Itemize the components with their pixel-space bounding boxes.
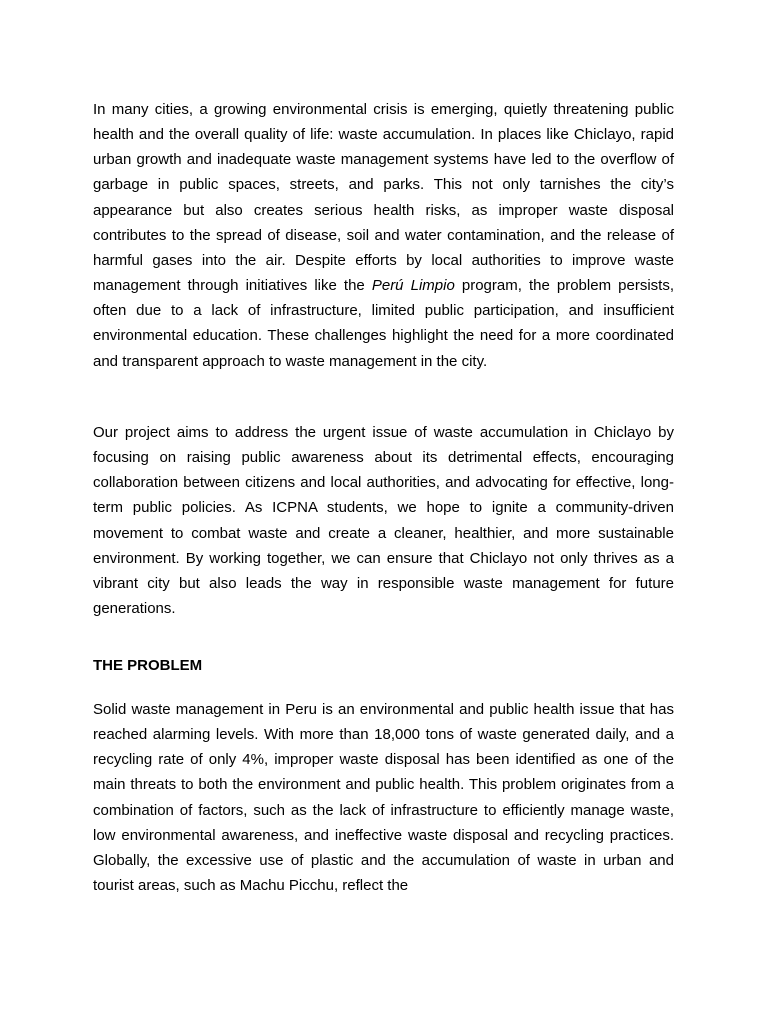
section-heading-problem: THE PROBLEM — [93, 657, 203, 674]
intro-text-end: program, the problem persists, often due to a lack of infrastructure, limited public participation, and insufficient environmental education. These challenges highlight the need for a more coordinated and transparent approach to waste management in the city. — [93, 277, 674, 370]
intro-paragraph — [93, 97, 674, 374]
intro-text-start: In many cities, a growing environmental crisis is emerging, quietly threatening public health and the overall quality of life: waste accumulation. In places like Chiclayo, rapid urban growth and inadequate waste management systems have led to the overflow of garbage in public spaces, streets, and parks. This not only tarnishes the city’s appearance but also creates serious health risks, as improper waste disposal contributes to the spread of disease, soil and water contamination, and the release of harmful gases into the air. Despite efforts by local authorities to improve waste management through initiatives like the — [93, 101, 674, 295]
problem-paragraph: Solid waste management in Peru is an environmental and public health issue that has reached alarming levels. With more than 18,000 tons of waste generated daily, and a recycling rate of only 4%, improper waste disposal has been identified as one of the main threats to both the environment and public health. This problem originates from a combination of factors, such as the lack of infrastructure to efficiently manage waste, low environmental awareness, and ineffective waste disposal and recycling practices. Globally, the excessive use of plastic and the accumulation of waste in urban and tourist areas, such as Machu Picchu, reflect the — [93, 701, 674, 895]
program-name: Perú Limpio — [371, 277, 455, 295]
project-aim-paragraph: Our project aims to address the urgent issue of waste accumulation in Chiclayo by focusing on raising public awareness about its detrimental effects, encouraging collaboration between citizens and local authorities, and advocating for effective, long-term public policies. As ICPNA students, we hope to ignite a community-driven movement to combat waste and create a cleaner, healthier, and more sustainable environment. By working together, we can ensure that Chiclayo not only thrives as a vibrant city but also leads the way in responsible waste management for future generations. — [93, 424, 674, 618]
